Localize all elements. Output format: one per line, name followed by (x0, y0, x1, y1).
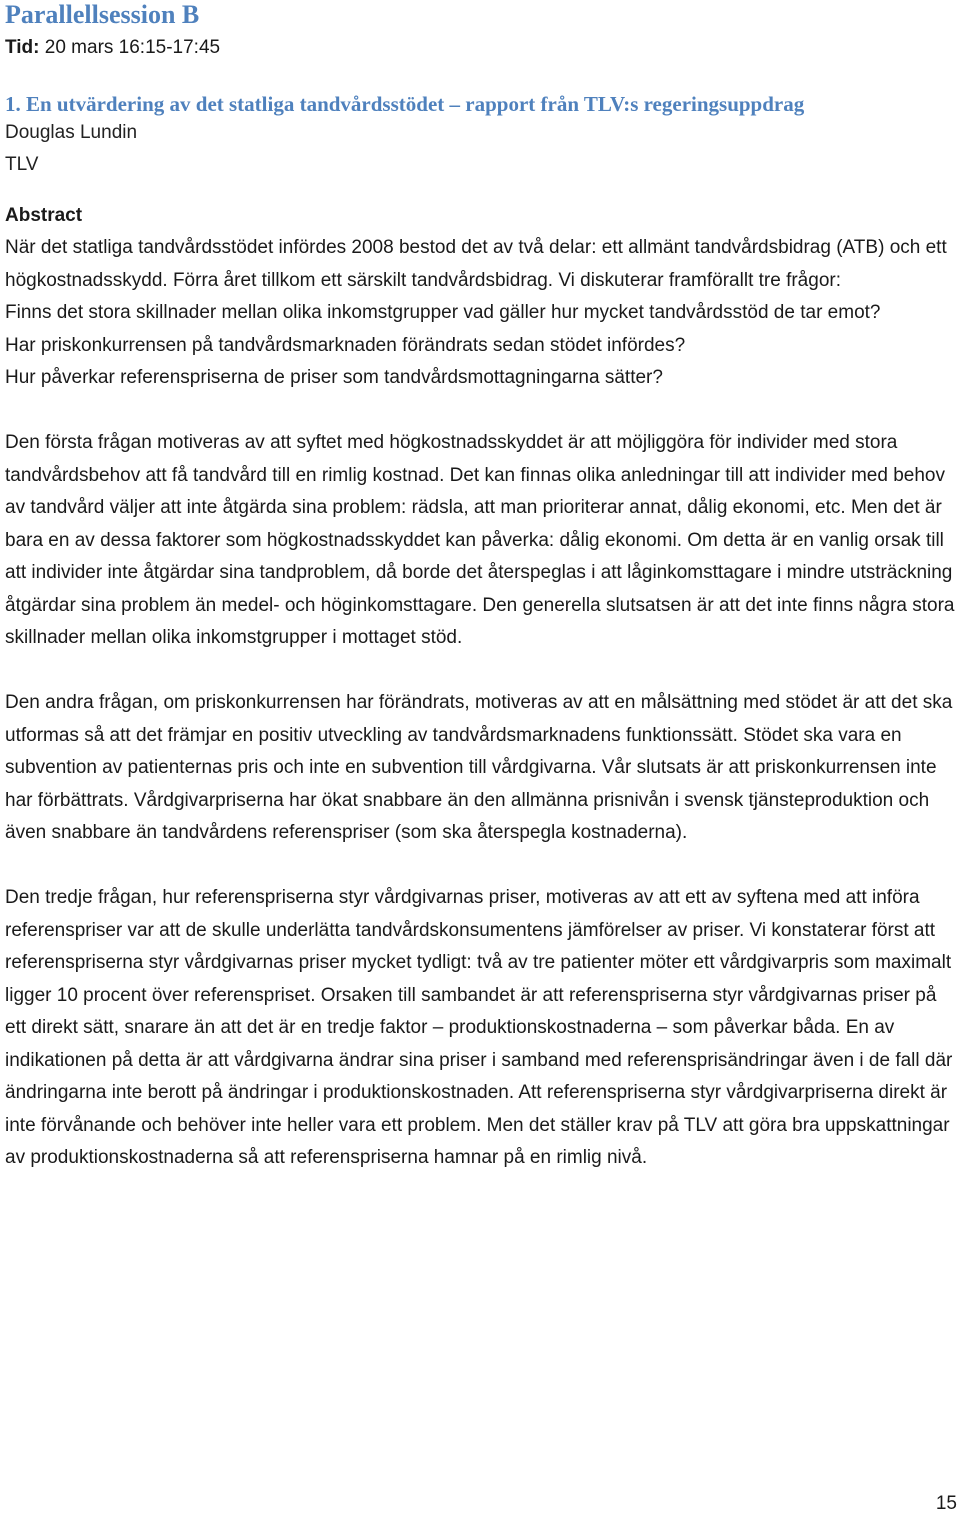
paragraph-1: Den första frågan motiveras av att syftet med högkostnadsskyddet är att möjliggöra för individer med stora tandvårdsbehov att få tandvård till en rimlig kostnad. Det kan finnas olika anledningar till att individer med behov av tandvård väljer att inte åtgärda sina problem: rädsla, att man prioriterar annat, dålig ekonomi, etc. Men det är bara en av dessa faktorer som högkostnadsskyddet kan påverka: dålig ekonomi. Om detta är en vanlig orsak till att individer inte åtgärdar sina tandproblem, då borde det återspeglas i att låginkomsttagare i mindre utsträckning åtgärdar sina problem än medel- och höginkomsttagare. Den generella slutsatsen är att det inte finns några stora skillnader mellan olika inkomstgrupper i mottaget stöd. (5, 432, 955, 648)
speaker-name: Douglas Lundin (5, 122, 138, 143)
time-value: 20 mars 16:15-17:45 (44, 37, 221, 58)
abstract-heading: Abstract (5, 205, 83, 226)
question-1: Finns det stora skillnader mellan olika inkomstgrupper vad gäller hur mycket tandvårdsstöd de tar emot? (5, 302, 881, 323)
paragraph-3: Den tredje frågan, hur referenspriserna styr vårdgivarnas priser, motiveras av att ett av syftena med att införa referenspriser var att de skulle underlätta tandvårdskonsumentens jämförelser av priser. Vi konstaterar först att referenspriserna styr vårdgivarnas priser mycket tydligt: två av tre patienter möter ett vårdgivarpris som maximalt ligger 10 procent över referenspriset. Orsaken till sambandet är att referenspriserna styr vårdgivarnas priser på ett direkt sätt, snarare än att det är en tredje faktor – produktionskostnaderna – som påverkar båda. En av indikationen på detta är att vårdgivarna ändrar sina priser i samband med referensprisändringar även i de fall där ändringarna inte berott på ändringar i produktionskostnaden. Att referenspriserna styr vårdgivarpriserna direkt är inte förvånande och behöver inte heller vara ett problem. Men det ställer krav på TLV att göra bra uppskattningar av produktionskostnaderna så att referenspriserna hamnar på en rimlig nivå. (5, 887, 953, 1168)
abstract-body (5, 232, 955, 395)
time-label: Tid: (5, 37, 40, 58)
document-page (5, 0, 955, 1175)
paragraph-spacer (5, 850, 955, 883)
session-title: Parallellsession B (5, 0, 200, 29)
paragraph-spacer (5, 395, 955, 428)
paragraph-2: Den andra frågan, om priskonkurrensen har förändrats, motiveras av att en målsättning med stödet är att det ska utformas så att det främjar en positiv utveckling av tandvårdsmarknadens funktionssätt. Stödet ska vara en subvention av patienternas pris och inte en subvention till vårdgivarna. Vår slutsats är att priskonkurrensen inte har förbättrats. Vårdgivarpriserna har ökat snabbare än den allmänna prisnivån i svensk tjänsteproduktion och även snabbare än tandvårdens referenspriser (som ska återspegla kostnaderna). (5, 692, 953, 843)
paragraph-spacer (5, 655, 955, 688)
page-number: 15 (935, 1493, 957, 1514)
question-2: Har priskonkurrensen på tandvårdsmarknaden förändrats sedan stödet infördes? (5, 334, 686, 356)
talk-title: 1. En utvärdering av det statliga tandvårdsstödet – rapport från TLV:s regeringsuppdrag (5, 92, 805, 116)
abstract-intro: När det statliga tandvårdsstödet infördes 2008 bestod det av två delar: ett allmänt tandvårdsbidrag (ATB) och ett högkostnadsskydd. Förra året tillkom ett särskilt tandvårdsbidrag. Vi diskuterar framförallt tre frågor: (5, 237, 947, 291)
question-3: Hur påverkar referenspriserna de priser som tandvårdsmottagningarna sätter? (5, 367, 663, 388)
session-time (5, 36, 955, 60)
speaker-organization: TLV (5, 154, 39, 175)
